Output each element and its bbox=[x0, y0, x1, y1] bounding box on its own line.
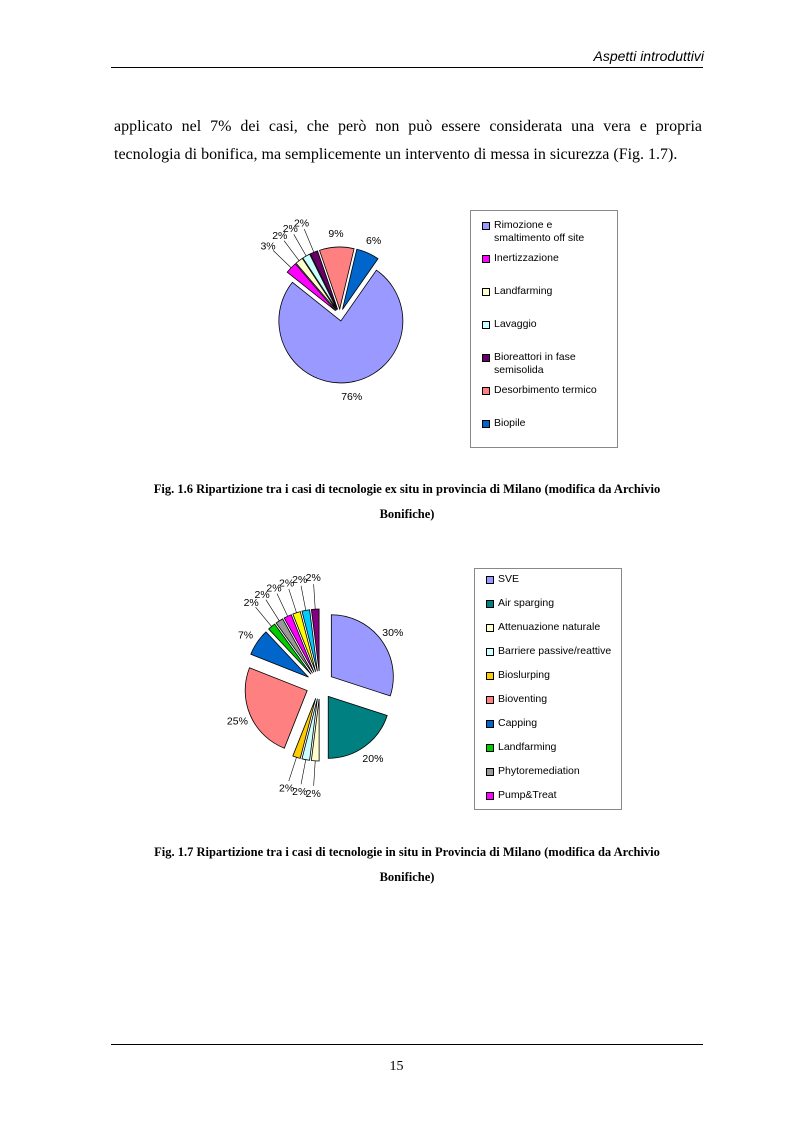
legend-swatch-landfarming bbox=[486, 744, 494, 752]
legend-swatch-lavaggio bbox=[482, 321, 490, 329]
legend-item-landfarming bbox=[482, 285, 610, 298]
leader-line-bioslurping bbox=[289, 757, 297, 781]
figure-caption-1-6 bbox=[111, 477, 703, 527]
leader-line-slice-11 bbox=[301, 586, 306, 611]
legend-item-desorbimento-termico bbox=[482, 384, 610, 397]
legend-label-capping: Capping bbox=[498, 717, 538, 729]
leader-line-bioreattori-in-fase-semisolida bbox=[304, 229, 314, 252]
legend-item-bioreattori-in-fase-semisolida bbox=[482, 351, 610, 377]
body-line-1: applicato nel 7% dei casi, che però non può essere considerata una vera e propria bbox=[114, 118, 702, 135]
legend-ex-situ bbox=[470, 210, 618, 448]
legend-item-landfarming bbox=[486, 741, 614, 754]
legend-swatch-bioreattori-in-fase-semisolida bbox=[482, 354, 490, 362]
legend-item-air-sparging bbox=[486, 597, 614, 610]
legend-label-inertizzazione: Inertizzazione bbox=[494, 252, 559, 264]
caption-1-7-line-2: Bonifiche) bbox=[379, 870, 435, 884]
legend-label-biopile: Biopile bbox=[494, 417, 526, 429]
legend-item-bioventing bbox=[486, 693, 614, 706]
pie-slice-bioventing bbox=[245, 668, 307, 748]
body-paragraph bbox=[114, 113, 702, 169]
legend-item-capping bbox=[486, 717, 614, 730]
data-label-landfarming: 2% bbox=[243, 596, 259, 609]
legend-label-barriere-passive-reattive: Barriere passive/reattive bbox=[498, 645, 612, 657]
header-rule bbox=[111, 67, 703, 68]
leader-line-landfarming bbox=[256, 607, 272, 626]
data-label-phytoremediation: 2% bbox=[254, 588, 270, 601]
leader-line-slice-10 bbox=[289, 589, 297, 613]
pie-chart-ex-situ bbox=[190, 217, 460, 430]
legend-swatch-bioventing bbox=[486, 696, 494, 704]
leader-line-lavaggio bbox=[294, 234, 306, 256]
leader-line-attenuazione-naturale bbox=[314, 761, 316, 786]
data-label-bioventing: 25% bbox=[226, 715, 248, 728]
figure-caption-1-7 bbox=[111, 840, 703, 890]
data-label-rimozione-e-smaltimento-off-site: 76% bbox=[341, 391, 363, 404]
legend-label-bioslurping: Bioslurping bbox=[498, 669, 550, 681]
data-label-landfarming: 2% bbox=[272, 230, 288, 243]
legend-label-rimozione-e-smaltimento-off-site: Rimozione e smaltimento off site bbox=[494, 219, 585, 244]
legend-item-sve bbox=[486, 573, 614, 586]
body-line-2: tecnologia di bonifica, ma semplicemente un intervento di messa in sicurezza (Fig. 1.7). bbox=[114, 146, 678, 163]
data-label-inertizzazione: 3% bbox=[260, 240, 276, 253]
legend-item-barriere-passive-reattive bbox=[486, 645, 614, 658]
data-label-slice-10: 2% bbox=[279, 577, 295, 590]
legend-swatch-attenuazione-naturale bbox=[486, 624, 494, 632]
legend-swatch-air-sparging bbox=[486, 600, 494, 608]
caption-1-6-line-1: Fig. 1.6 Ripartizione tra i casi di tecnologie ex situ in provincia di Milano (modifica da Archivio bbox=[153, 482, 661, 496]
legend-label-phytoremediation: Phytoremediation bbox=[498, 765, 580, 777]
data-label-attenuazione-naturale: 2% bbox=[305, 787, 321, 800]
leader-line-pump-treat bbox=[277, 594, 288, 617]
legend-item-pump-treat bbox=[486, 789, 614, 802]
legend-label-pump-treat: Pump&Treat bbox=[498, 789, 557, 801]
data-label-barriere-passive-reattive: 2% bbox=[292, 786, 308, 799]
data-label-bioreattori-in-fase-semisolida: 2% bbox=[293, 217, 310, 230]
legend-item-inertizzazione bbox=[482, 252, 610, 265]
legend-swatch-phytoremediation bbox=[486, 768, 494, 776]
data-label-pump-treat: 2% bbox=[266, 582, 282, 595]
data-label-lavaggio: 2% bbox=[282, 223, 298, 236]
legend-item-rimozione-e-smaltimento-off-site bbox=[482, 219, 610, 245]
legend-swatch-pump-treat bbox=[486, 792, 494, 800]
data-label-biopile: 6% bbox=[366, 235, 382, 248]
legend-swatch-barriere-passive-reattive bbox=[486, 648, 494, 656]
legend-swatch-rimozione-e-smaltimento-off-site bbox=[482, 222, 490, 230]
caption-1-6-line-2: Bonifiche) bbox=[379, 507, 435, 521]
legend-swatch-biopile bbox=[482, 420, 490, 428]
legend-label-bioventing: Bioventing bbox=[498, 693, 548, 705]
legend-label-air-sparging: Air sparging bbox=[498, 597, 555, 609]
legend-label-landfarming: Landfarming bbox=[498, 741, 557, 753]
legend-label-landfarming: Landfarming bbox=[494, 285, 553, 297]
data-label-sve: 30% bbox=[382, 627, 404, 640]
legend-item-phytoremediation bbox=[486, 765, 614, 778]
pie-chart-in-situ bbox=[210, 572, 470, 805]
leader-line-inertizzazione bbox=[273, 250, 291, 267]
leader-line-barriere-passive-reattive bbox=[301, 760, 306, 785]
legend-swatch-desorbimento-termico bbox=[482, 387, 490, 395]
data-label-capping: 7% bbox=[237, 629, 254, 642]
data-label-slice-12: 2% bbox=[305, 572, 321, 585]
running-header: Aspetti introduttivi bbox=[593, 48, 704, 64]
legend-swatch-bioslurping bbox=[486, 672, 494, 680]
legend-in-situ bbox=[474, 568, 622, 810]
legend-label-sve: SVE bbox=[498, 573, 520, 585]
legend-swatch-capping bbox=[486, 720, 494, 728]
data-label-bioslurping: 2% bbox=[279, 782, 295, 795]
legend-swatch-landfarming bbox=[482, 288, 490, 296]
pie-slice-air-sparging bbox=[328, 696, 387, 758]
legend-label-attenuazione-naturale: Attenuazione naturale bbox=[498, 621, 601, 633]
caption-1-7-line-1: Fig. 1.7 Ripartizione tra i casi di tecnologie in situ in Provincia di Milano (modifica da Archivio bbox=[154, 845, 660, 859]
legend-swatch-sve bbox=[486, 576, 494, 584]
legend-label-lavaggio: Lavaggio bbox=[494, 318, 537, 330]
footer-rule bbox=[111, 1044, 703, 1045]
data-label-desorbimento-termico: 9% bbox=[328, 228, 344, 241]
legend-item-biopile bbox=[482, 417, 610, 430]
legend-item-bioslurping bbox=[486, 669, 614, 682]
legend-label-bioreattori-in-fase-semisolida: Bioreattori in fase semisolida bbox=[494, 351, 576, 376]
legend-label-desorbimento-termico: Desorbimento termico bbox=[494, 384, 597, 396]
data-label-air-sparging: 20% bbox=[362, 752, 384, 765]
leader-line-landfarming bbox=[284, 241, 299, 261]
legend-swatch-inertizzazione bbox=[482, 255, 490, 263]
legend-item-lavaggio bbox=[482, 318, 610, 331]
legend-item-attenuazione-naturale bbox=[486, 621, 614, 634]
leader-line-phytoremediation bbox=[266, 600, 279, 621]
leader-line-slice-12 bbox=[314, 584, 316, 609]
data-label-slice-11: 2% bbox=[292, 573, 308, 586]
page-number: 15 bbox=[389, 1059, 404, 1074]
